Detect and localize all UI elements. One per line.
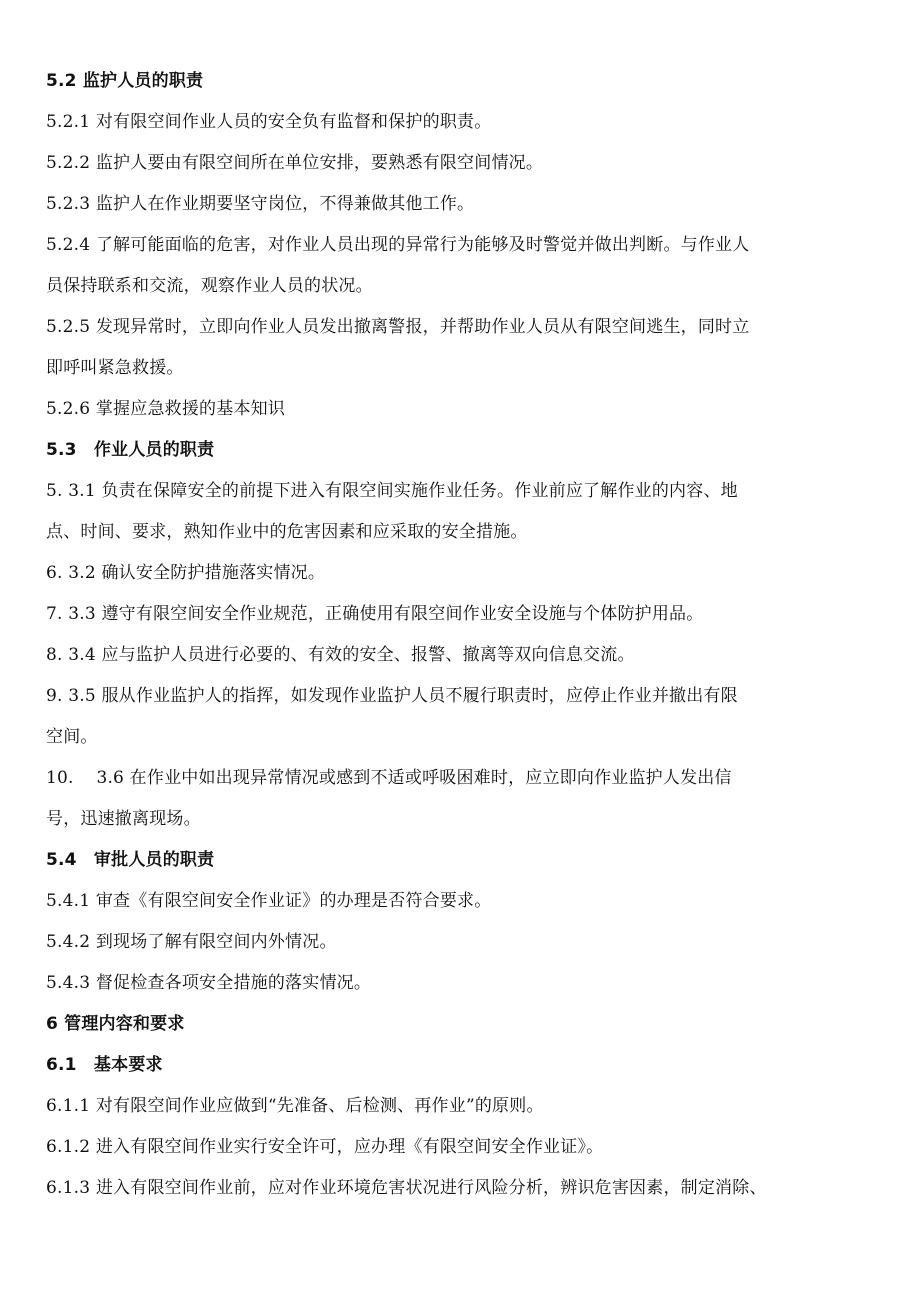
paragraph-line: 6.1.3 进入有限空间作业前，应对作业环境危害状况进行风险分析，辨识危害因素，制定消除、 bbox=[46, 1178, 767, 1198]
section-heading-5-3: 5.3 作业人员的职责 bbox=[46, 440, 215, 460]
paragraph-line: 6.1.1 对有限空间作业应做到“先准备、后检测、再作业”的原则。 bbox=[46, 1096, 544, 1116]
paragraph-line: 5.4.2 到现场了解有限空间内外情况。 bbox=[46, 932, 337, 952]
paragraph-line: 即呼叫紧急救援。 bbox=[46, 358, 184, 378]
paragraph-line: 5.2.6 掌握应急救援的基本知识 bbox=[46, 399, 286, 419]
section-heading-6: 6 管理内容和要求 bbox=[46, 1014, 185, 1034]
paragraph-line: 5.4.1 审查《有限空间安全作业证》的办理是否符合要求。 bbox=[46, 891, 492, 911]
paragraph-line: 点、时间、要求，熟知作业中的危害因素和应采取的安全措施。 bbox=[46, 522, 528, 542]
paragraph-line: 5.2.5 发现异常时，立即向作业人员发出撤离警报，并帮助作业人员从有限空间逃生，同时立 bbox=[46, 317, 750, 337]
paragraph-line: 员保持联系和交流，观察作业人员的状况。 bbox=[46, 276, 373, 296]
paragraph-line: 6. 3.2 确认安全防护措施落实情况。 bbox=[46, 563, 326, 583]
paragraph-line: 9. 3.5 服从作业监护人的指挥，如发现作业监护人员不履行职责时，应停止作业并撤出有限 bbox=[46, 686, 738, 706]
paragraph-line: 5.4.3 督促检查各项安全措施的落实情况。 bbox=[46, 973, 372, 993]
paragraph-line: 7. 3.3 遵守有限空间安全作业规范，正确使用有限空间作业安全设施与个体防护用品。 bbox=[46, 604, 704, 624]
paragraph-line: 5.2.3 监护人在作业期要坚守岗位，不得兼做其他工作。 bbox=[46, 194, 475, 214]
paragraph-line: 5.2.1 对有限空间作业人员的安全负有监督和保护的职责。 bbox=[46, 112, 492, 132]
paragraph-line: 空间。 bbox=[46, 727, 98, 747]
section-heading-5-2: 5.2 监护人员的职责 bbox=[46, 71, 204, 91]
section-heading-6-1: 6.1 基本要求 bbox=[46, 1055, 163, 1075]
paragraph-line: 5. 3.1 负责在保障安全的前提下进入有限空间实施作业任务。作业前应了解作业的内容、地 bbox=[46, 481, 738, 501]
paragraph-line: 5.2.2 监护人要由有限空间所在单位安排，要熟悉有限空间情况。 bbox=[46, 153, 544, 173]
paragraph-line: 号，迅速撤离现场。 bbox=[46, 809, 201, 829]
paragraph-line: 8. 3.4 应与监护人员进行必要的、有效的安全、报警、撤离等双向信息交流。 bbox=[46, 645, 635, 665]
section-heading-5-4: 5.4 审批人员的职责 bbox=[46, 850, 215, 870]
paragraph-line: 10. 3.6 在作业中如出现异常情况或感到不适或呼吸困难时，应立即向作业监护人发出信 bbox=[46, 768, 732, 788]
paragraph-line: 6.1.2 进入有限空间作业实行安全许可，应办理《有限空间安全作业证》。 bbox=[46, 1137, 604, 1157]
paragraph-line: 5.2.4 了解可能面临的危害，对作业人员出现的异常行为能够及时警觉并做出判断。与作业人 bbox=[46, 235, 750, 255]
